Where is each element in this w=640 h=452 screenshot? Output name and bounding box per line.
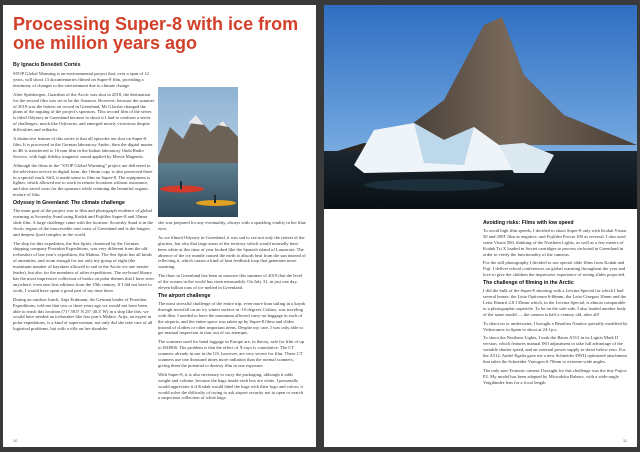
paragraph: The scanners used for hand luggage in Europe are, in theory, safe for film of up to ISO800. The problem is that the effect of X-rays is cumulative. The CT scanners already in use in the US, however, are very severe for film. These CT scanners use one thousand times more radiation than the normal scanners, giving them the potential to destroy film in one exposure. [158,339,305,368]
paragraph: A distinctive feature of this series is that all episodes are shot on Super-8 film. It is processed in the German laboratory Andec, then the digital master in 4K is transferred to 16 mm film in the Italian laboratory Onda Radio Service, with high fidelity magnetic sound applied by Movie Magnetic. [13,136,153,159]
paragraph: During an outdoor lunch, Anja Erdmann, the German leader of Poseidon Expeditions, told me that two or three years ago we would not have been able to reach this location (71° 58.0' N 25° 40.3' W) in a ship like this; we would have needed an icebreaker like last year's Malmo. Arija, an expert in polar expeditions, is a kind of superwoman; not only did she take care of all logistical problems, but with a rifle on her shoulder [13,296,153,332]
paragraph: To avoid high film speeds, I decided to shoot Super-8 only with Kodak Vision 50 and 200T film as negative, and Fujifilm Provia 100 as reversal. I also used some Vision 500, thinking of the Northern Lights, as well as a few meters of Kodak Tri X loaded in Soviet cartridges to process on board in Greenland in order to verify the functionality of the cameras. [483,227,627,257]
paragraph: The only non-Teutonic camera I brought for this challenge was the tiny Fujica P2. My model has been adapted by Microdoka Balears, with a wide-angle Voigtländer lens for a focal length [483,367,627,385]
paragraph: Although the films in the "STOP Global Warming" project are delivered to the television service in digital form, the 16mm copy is also preserved there in a special vault. Still, it made sense to film on Super-8. The equipment is lighter, which allowed me to work in remote locations without assistance, and also saved costs for the sponsors while retaining the beautiful organic texture of film. [13,162,153,198]
paragraph: For the still photography I decided to use special slide films from Kodak and Fuji. I deliver school conferences on global warming throughout the year and love to give the children the impressive experience of seeing slides projected. [483,260,626,278]
paragraph: To shoot on or underwater, I brought a Beaulieu Nautica specially modified by Videocamic in Spain to shoot at 24 f.p.s. [483,320,628,332]
iceberg-photo-image [324,5,637,209]
paragraph: The most stressful challenge of the entire trip, even more than sailing in a kayak through snowfall on an icy winter surface at -10 degrees Celsius, was traveling with film. I needed to have the maximum allowed carry-on baggage in each of the airports, and the entire space was taken up by Super-8 films and slides instead of clothes or other important items. Despite my care, I was only able to get manual inspection in four out of six attempts. [158,300,306,336]
paragraph: With Super-8, it is also necessary to carry the packaging, although it adds weight and volume, because the bags inside each box are white. I personally would appreciate it if Kodak would label the bags with their logo and colors; it would solve the difficulty of trying to ask airport security not to open or search a suspicious collection of white bags. [158,371,304,401]
paragraph: After Spitsbergen, Guardian of the Arctic was shot in 2018, the destination for the second film was set to be the Amazon. However, because the summer of 2019 was the hottest on record in Greenland, Mr Glacéas changed the plans of the arguing of the project's sponsors. This second film of the series is titled Odyssey in Greenland because to shoot it I had to confront a series of challenges, much like Odysseus, and emerged mostly victorious despite difficulties and setbacks. [13,91,155,133]
right-column [483,218,629,389]
left-column-1 [13,71,155,335]
page-number: 10 [13,438,18,443]
paragraph: The ship for this expedition, the Sea Spirit, chartered by the German shipping company Poseidon Expeditions, was very different from the old icebreaker of last year's expedition, the Malmo. The Sea Spirit has all kinds of amenities, and room enough for not only my group of eight (the maximum number of kayakers allowed to sail in the Arctic ice one master leader), but also for the members of other expeditions. The on-board library has the most impressive collection of books on polar themes that I have seen anywhere, even rare first editions from the 19th century. If I did not have to work, I would have spent a good part of my time there. [13,240,154,293]
article-title: Processing Super-8 with ice from one million years ago [13,14,299,53]
left-page [3,5,316,447]
paragraph: To shoot the Northern Lights, I took the Bauer A512 in its Ligitis Mark II version, which features manual ISO adjustment to take full advantage of the variable shutter speed, and an external power supply to shoot below zero. For the A512, André Egalia gave me a new Schneider DWII optimized attachment that takes the Schneider Variogon 6-70mm to extreme wide angles. [483,335,627,365]
right-page [324,5,637,447]
kayak-photo-image [158,87,238,217]
section-heading: The challenge of filming in the Arctic [483,280,574,287]
paragraph: The thaw in Greenland has been as massive this summer of 2019 that the level of the oceans in the world has risen measurably. On July 31, in just one day, eleven billion tons of ice melted in Greenland. [158,273,303,291]
article-author: By Ignacio Benedeti Cortés [13,62,81,68]
left-column-2 [158,220,306,404]
kayak-photo [158,87,238,217]
section-heading: Odyssey in Greenland: The climate challenge [13,200,125,207]
paragraph: As we filmed Odyssey in Greenland, it was sad to see not only the retreat of the glaciers, but also that large areas of the territory which would normally have been white at this time of year looked like the Spanish island of Lanzarote. The absence of the icy mantle caused the earth to absorb heat from the sun instead of reflecting it, which causes a kind of heat feedback loop that generates more warming. [158,234,306,270]
paragraph: she was prepared for any eventuality, always with a sparkling vitality in her blue eyes. [158,220,306,231]
paragraph: STOP Global Warming is an environmental project that, over a span of 12 years, will shoot 13 documentaries filmed on Super-8 film, providing a testimony of changes to the environment due to climate change. [13,71,149,88]
page-number: 11 [622,438,627,443]
paragraph: The main goal of the project was to film and photograph evidence of global warming at Scoresby Sund using Kodak and Fujifilm Super-8 and 35mm slide film. A large challenge came with the location: Scoresby Sund is in the Arctic region of the inaccessible east coast of Greenland and is the longest and deepest fjord complex in the world. [13,208,153,237]
paragraph: I did the bulk of the Super-8 shooting with a Leicina Special for which I had several lenses: the Leitz Optivaron 6-66mm, the Leitz Cinegon 10mm and the Leitz Elmarit 2.8 135mm which, in the Leicina Special, is almost comparable to a photographic supertele. To be on the safe side, I also loaded another body of the same model — the camera is half a century old, after all! [483,288,627,317]
section-heading: The airport challenge [158,292,211,299]
section-heading: Avoiding risks: Films with low speed [483,220,574,226]
iceberg-photo [324,5,637,209]
